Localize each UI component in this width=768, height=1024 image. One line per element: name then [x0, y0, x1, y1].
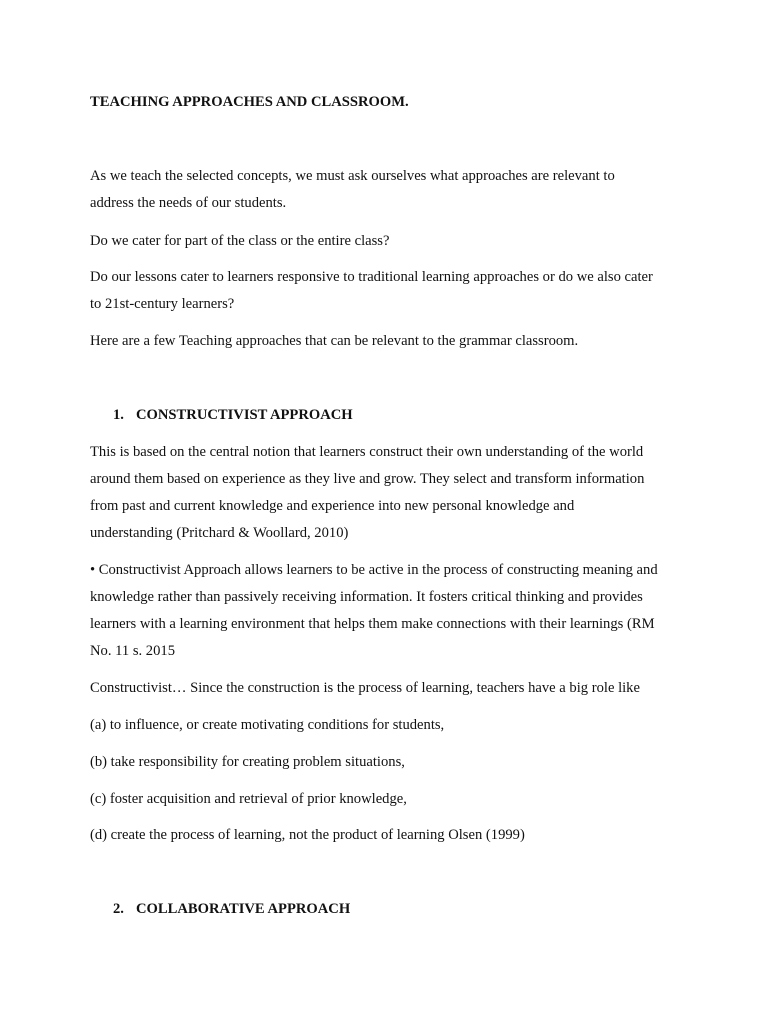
- section-1-item-c: (c) foster acquisition and retrieval of prior knowledge,: [90, 791, 407, 807]
- section-1-bullet-line-1: • Constructivist Approach allows learners to be active in the process of constructing meaning and: [90, 562, 658, 578]
- section-1-heading: CONSTRUCTIVIST APPROACH: [136, 407, 353, 423]
- intro-paragraph-1-line-2: address the needs of our students.: [90, 195, 287, 211]
- intro-paragraph-2: Do we cater for part of the class or the entire class?: [90, 233, 390, 249]
- section-1-item-b: (b) take responsibility for creating problem situations,: [90, 754, 405, 770]
- section-1-para-1-line-4: understanding (Pritchard & Woollard, 2010): [90, 525, 349, 541]
- section-2-heading: COLLABORATIVE APPROACH: [136, 901, 351, 917]
- intro-paragraph-1-line-1: As we teach the selected concepts, we must ask ourselves what approaches are relevant to: [90, 168, 615, 184]
- intro-paragraph-3-line-2: to 21st-century learners?: [90, 296, 235, 312]
- section-1-bullet-line-3: learners with a learning environment that helps them make connections with their learnings (RM: [90, 616, 655, 632]
- section-1-para-3: Constructivist… Since the construction is the process of learning, teachers have a big role like: [90, 680, 640, 696]
- intro-paragraph-4: Here are a few Teaching approaches that can be relevant to the grammar classroom.: [90, 333, 579, 349]
- section-1-para-1-line-3: from past and current knowledge and experience into new personal knowledge and: [90, 498, 575, 514]
- section-1-para-1-line-2: around them based on experience as they live and grow. They select and transform information: [90, 471, 645, 487]
- section-1-item-d: (d) create the process of learning, not the product of learning Olsen (1999): [90, 827, 525, 843]
- section-1-number: 1.: [113, 407, 124, 423]
- section-1-bullet-line-4: No. 11 s. 2015: [90, 643, 175, 659]
- section-1-bullet-line-2: knowledge rather than passively receiving information. It fosters critical thinking and provides: [90, 589, 643, 605]
- section-1-item-a: (a) to influence, or create motivating conditions for students,: [90, 717, 445, 733]
- document-title: TEACHING APPROACHES AND CLASSROOM.: [90, 94, 409, 110]
- section-1-para-1-line-1: This is based on the central notion that learners construct their own understanding of the world: [90, 444, 644, 460]
- section-2-number: 2.: [113, 901, 124, 917]
- intro-paragraph-3-line-1: Do our lessons cater to learners responsive to traditional learning approaches or do we also cater: [90, 269, 653, 285]
